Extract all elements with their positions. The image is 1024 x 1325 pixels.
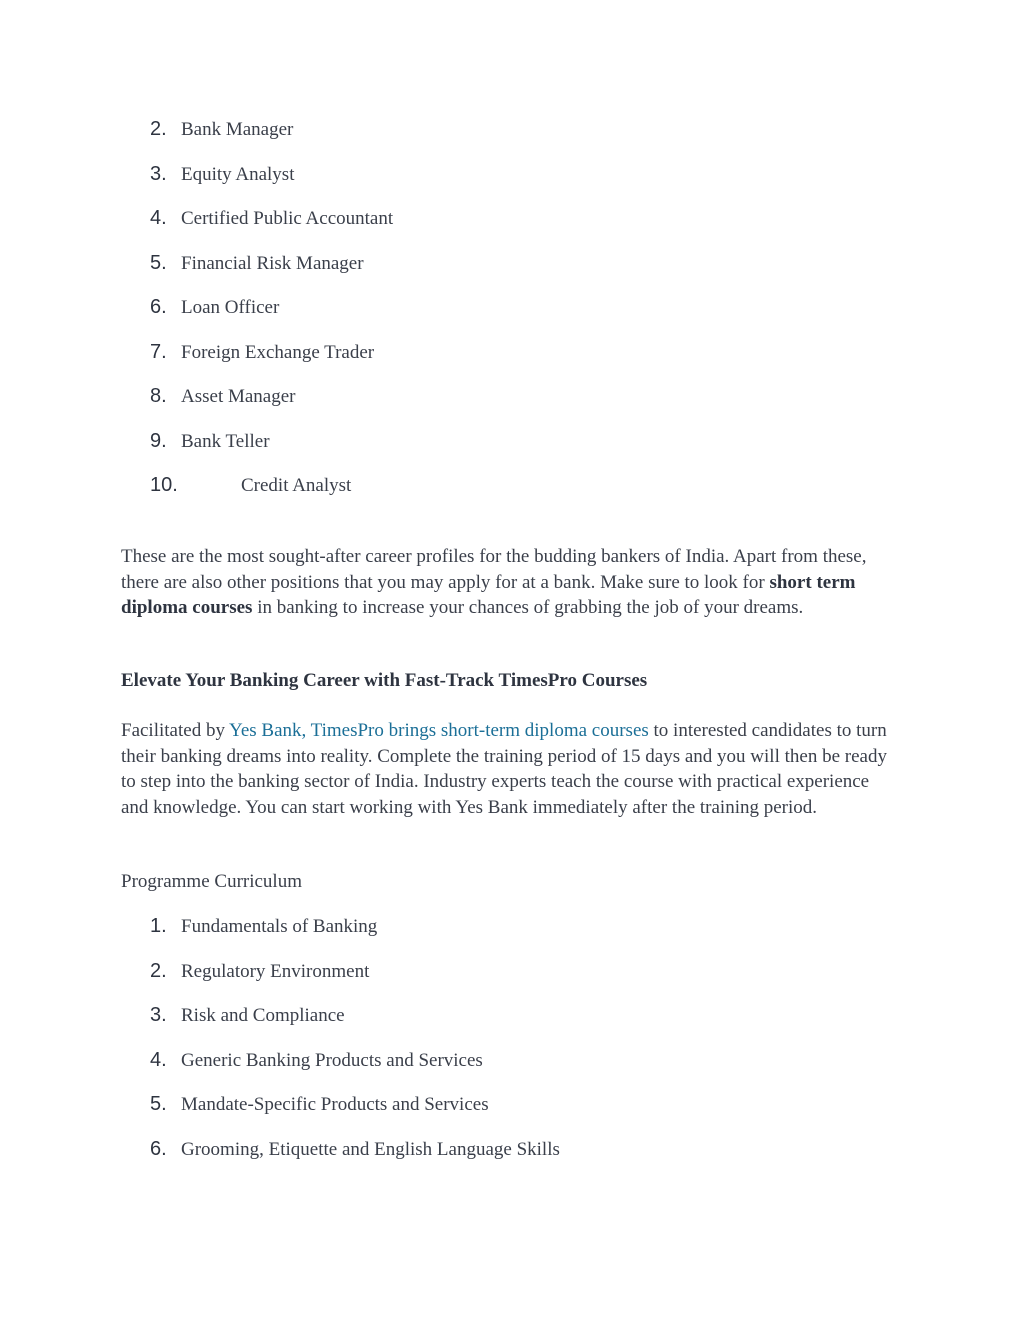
list-number: 5. xyxy=(150,1093,167,1115)
list-item xyxy=(150,385,393,430)
list-number: 5. xyxy=(150,251,167,274)
list-item-text: Financial Risk Manager xyxy=(181,252,364,274)
list-number: 3. xyxy=(150,162,167,185)
list-item xyxy=(150,1093,560,1138)
intro-paragraph xyxy=(121,544,901,621)
list-item-text: Bank Teller xyxy=(181,430,270,452)
list-item-text: Risk and Compliance xyxy=(181,1005,345,1026)
facilitated-text: to interested candidates to turn their banking dreams into reality. Complete the training period of 15 days and you will then be ready to step into the banking sector of India. Industry experts teach the course with practical experience and knowledge. You can start working with Yes Bank immediately after the training period. xyxy=(121,720,887,818)
list-item-text: Generic Banking Products and Services xyxy=(181,1049,483,1071)
list-number: 4. xyxy=(150,207,167,229)
list-number: 3. xyxy=(150,1004,167,1026)
list-item-text: Mandate-Specific Products and Services xyxy=(181,1094,489,1115)
list-item-text: Fundamentals of Banking xyxy=(181,916,378,937)
list-number: 2. xyxy=(150,118,167,140)
list-item-text: Loan Officer xyxy=(181,297,280,318)
list-number: 4. xyxy=(150,1048,167,1071)
intro-text-continued: in banking to increase your chances of grabbing the job of your dreams. xyxy=(252,597,804,618)
list-item xyxy=(150,430,393,475)
list-item-text: Foreign Exchange Trader xyxy=(181,341,375,363)
courses-link[interactable]: Yes Bank, TimesPro brings short-term diploma courses xyxy=(229,720,649,741)
curriculum-title: Programme Curriculum xyxy=(121,871,302,892)
section-heading: Elevate Your Banking Career with Fast-Track TimesPro Courses xyxy=(121,670,648,691)
list-number: 6. xyxy=(150,296,167,318)
list-item xyxy=(150,118,393,163)
list-item xyxy=(150,163,393,208)
list-item xyxy=(150,296,393,341)
intro-text: These are the most sought-after career profiles for the budding bankers of India. Apart from these, there are also other positions that you may apply for at a bank. Make sure to look for xyxy=(121,546,867,593)
list-item-text: Grooming, Etiquette and English Language Skills xyxy=(181,1138,560,1160)
list-number: 10. xyxy=(150,474,178,496)
list-number: 1. xyxy=(150,915,167,937)
list-item xyxy=(150,1004,560,1049)
list-number: 8. xyxy=(150,385,167,407)
list-item xyxy=(150,915,560,960)
list-item-text: Certified Public Accountant xyxy=(181,208,394,229)
list-item xyxy=(150,960,560,1005)
bold-phrase: short term diploma courses xyxy=(121,571,856,618)
list-item-text: Asset Manager xyxy=(181,386,296,407)
list-number: 6. xyxy=(150,1137,167,1160)
list-item xyxy=(150,1138,560,1183)
list-number: 9. xyxy=(150,429,167,452)
list-item xyxy=(150,341,393,386)
curriculum-list xyxy=(150,915,560,1182)
list-item-text: Credit Analyst xyxy=(241,475,352,496)
list-number: 2. xyxy=(150,959,167,982)
list-item xyxy=(150,1049,560,1094)
career-list xyxy=(150,118,393,519)
list-number: 7. xyxy=(150,340,167,363)
list-item xyxy=(150,474,393,519)
list-item xyxy=(150,207,393,252)
list-item-text: Regulatory Environment xyxy=(181,960,370,982)
facilitated-paragraph xyxy=(121,718,901,820)
list-item-text: Bank Manager xyxy=(181,119,294,140)
facilitated-prefix: Facilitated by xyxy=(121,720,229,741)
list-item xyxy=(150,252,393,297)
list-item-text: Equity Analyst xyxy=(181,163,295,185)
